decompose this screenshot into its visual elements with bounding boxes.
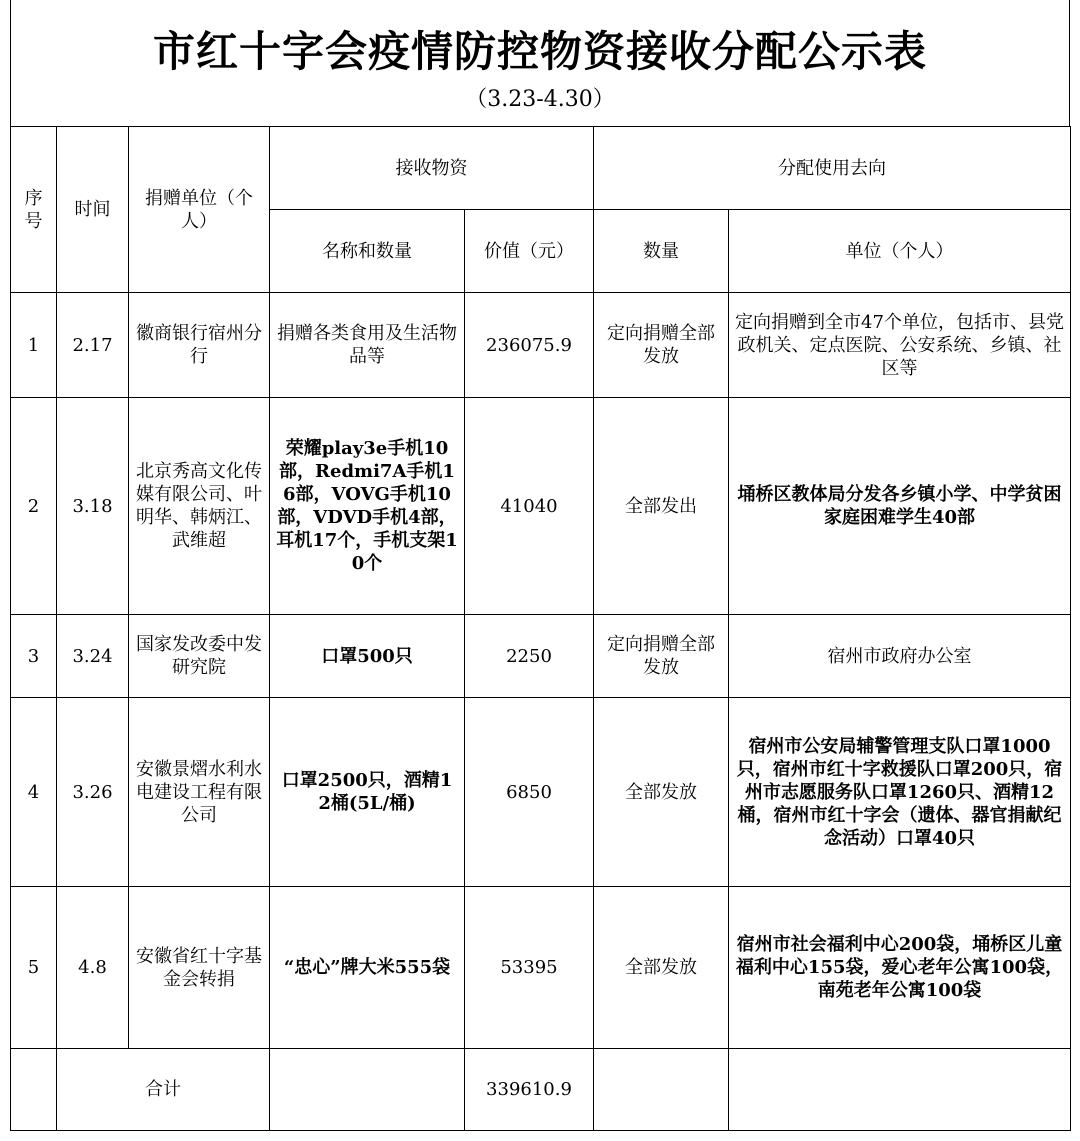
cell-time: 3.26	[57, 698, 129, 887]
total-empty-unit	[729, 1049, 1071, 1131]
cell-time: 2.17	[57, 293, 129, 398]
document-header	[10, 0, 1070, 126]
header-quantity: 数量	[594, 210, 729, 293]
cell-no: 4	[11, 698, 57, 887]
header-row-1	[11, 127, 1071, 210]
cell-quantity: 全部发出	[594, 398, 729, 615]
cell-donor: 安徽景熠水利水电建设工程有限公司	[129, 698, 270, 887]
cell-items: “忠心”牌大米555袋	[270, 887, 465, 1049]
cell-time: 3.24	[57, 615, 129, 698]
total-empty-items	[270, 1049, 465, 1131]
cell-donor: 徽商银行宿州分行	[129, 293, 270, 398]
total-empty-quantity	[594, 1049, 729, 1131]
table-row	[11, 698, 1071, 887]
cell-value: 2250	[465, 615, 594, 698]
header-distribution: 分配使用去向	[594, 127, 1071, 210]
cell-unit: 宿州市公安局辅警管理支队口罩1000只，宿州市红十字救援队口罩200只，宿州市志愿服务队口罩1260只、酒精12桶，宿州市红十字会（遗体、器官捐献纪念活动）口罩40只	[729, 698, 1071, 887]
cell-items: 荣耀play3e手机10部，Redmi7A手机16部，VOVG手机10部，VDVD手机4部，耳机17个，手机支架10个	[270, 398, 465, 615]
header-unit: 单位（个人）	[729, 210, 1071, 293]
distribution-table	[10, 126, 1071, 1131]
table-row	[11, 887, 1071, 1049]
header-received: 接收物资	[270, 127, 594, 210]
total-empty-no	[11, 1049, 57, 1131]
cell-quantity: 全部发放	[594, 698, 729, 887]
table-row	[11, 293, 1071, 398]
cell-quantity: 全部发放	[594, 887, 729, 1049]
cell-no: 3	[11, 615, 57, 698]
total-label: 合计	[57, 1049, 270, 1131]
cell-donor: 国家发改委中发研究院	[129, 615, 270, 698]
cell-no: 2	[11, 398, 57, 615]
cell-donor: 安徽省红十字基金会转捐	[129, 887, 270, 1049]
cell-items: 口罩2500只，酒精12桶(5L/桶)	[270, 698, 465, 887]
cell-value: 6850	[465, 698, 594, 887]
cell-unit: 宿州市政府办公室	[729, 615, 1071, 698]
total-value: 339610.9	[465, 1049, 594, 1131]
cell-value: 53395	[465, 887, 594, 1049]
header-time: 时间	[57, 127, 129, 293]
header-name-qty: 名称和数量	[270, 210, 465, 293]
header-donor: 捐赠单位（个人）	[129, 127, 270, 293]
cell-no: 1	[11, 293, 57, 398]
cell-value: 236075.9	[465, 293, 594, 398]
date-range: （3.23-4.30）	[465, 87, 615, 112]
cell-time: 4.8	[57, 887, 129, 1049]
cell-quantity: 定向捐赠全部发放	[594, 615, 729, 698]
cell-donor: 北京秀高文化传媒有限公司、叶明华、韩炳江、武维超	[129, 398, 270, 615]
cell-unit: 埇桥区教体局分发各乡镇小学、中学贫困家庭困难学生40部	[729, 398, 1071, 615]
cell-time: 3.18	[57, 398, 129, 615]
total-row	[11, 1049, 1071, 1131]
cell-unit: 定向捐赠到全市47个单位，包括市、县党政机关、定点医院、公安系统、乡镇、社区等	[729, 293, 1071, 398]
cell-value: 41040	[465, 398, 594, 615]
cell-unit: 宿州市社会福利中心200袋，埇桥区儿童福利中心155袋，爱心老年公寓100袋，南苑老年公寓100袋	[729, 887, 1071, 1049]
cell-no: 5	[11, 887, 57, 1049]
page-title: 市红十字会疫情防控物资接收分配公示表	[152, 27, 927, 76]
table-row	[11, 398, 1071, 615]
cell-items: 口罩500只	[270, 615, 465, 698]
cell-items: 捐赠各类食用及生活物品等	[270, 293, 465, 398]
header-value: 价值（元）	[465, 210, 594, 293]
table-row	[11, 615, 1071, 698]
cell-quantity: 定向捐赠全部发放	[594, 293, 729, 398]
header-no: 序号	[11, 127, 57, 293]
